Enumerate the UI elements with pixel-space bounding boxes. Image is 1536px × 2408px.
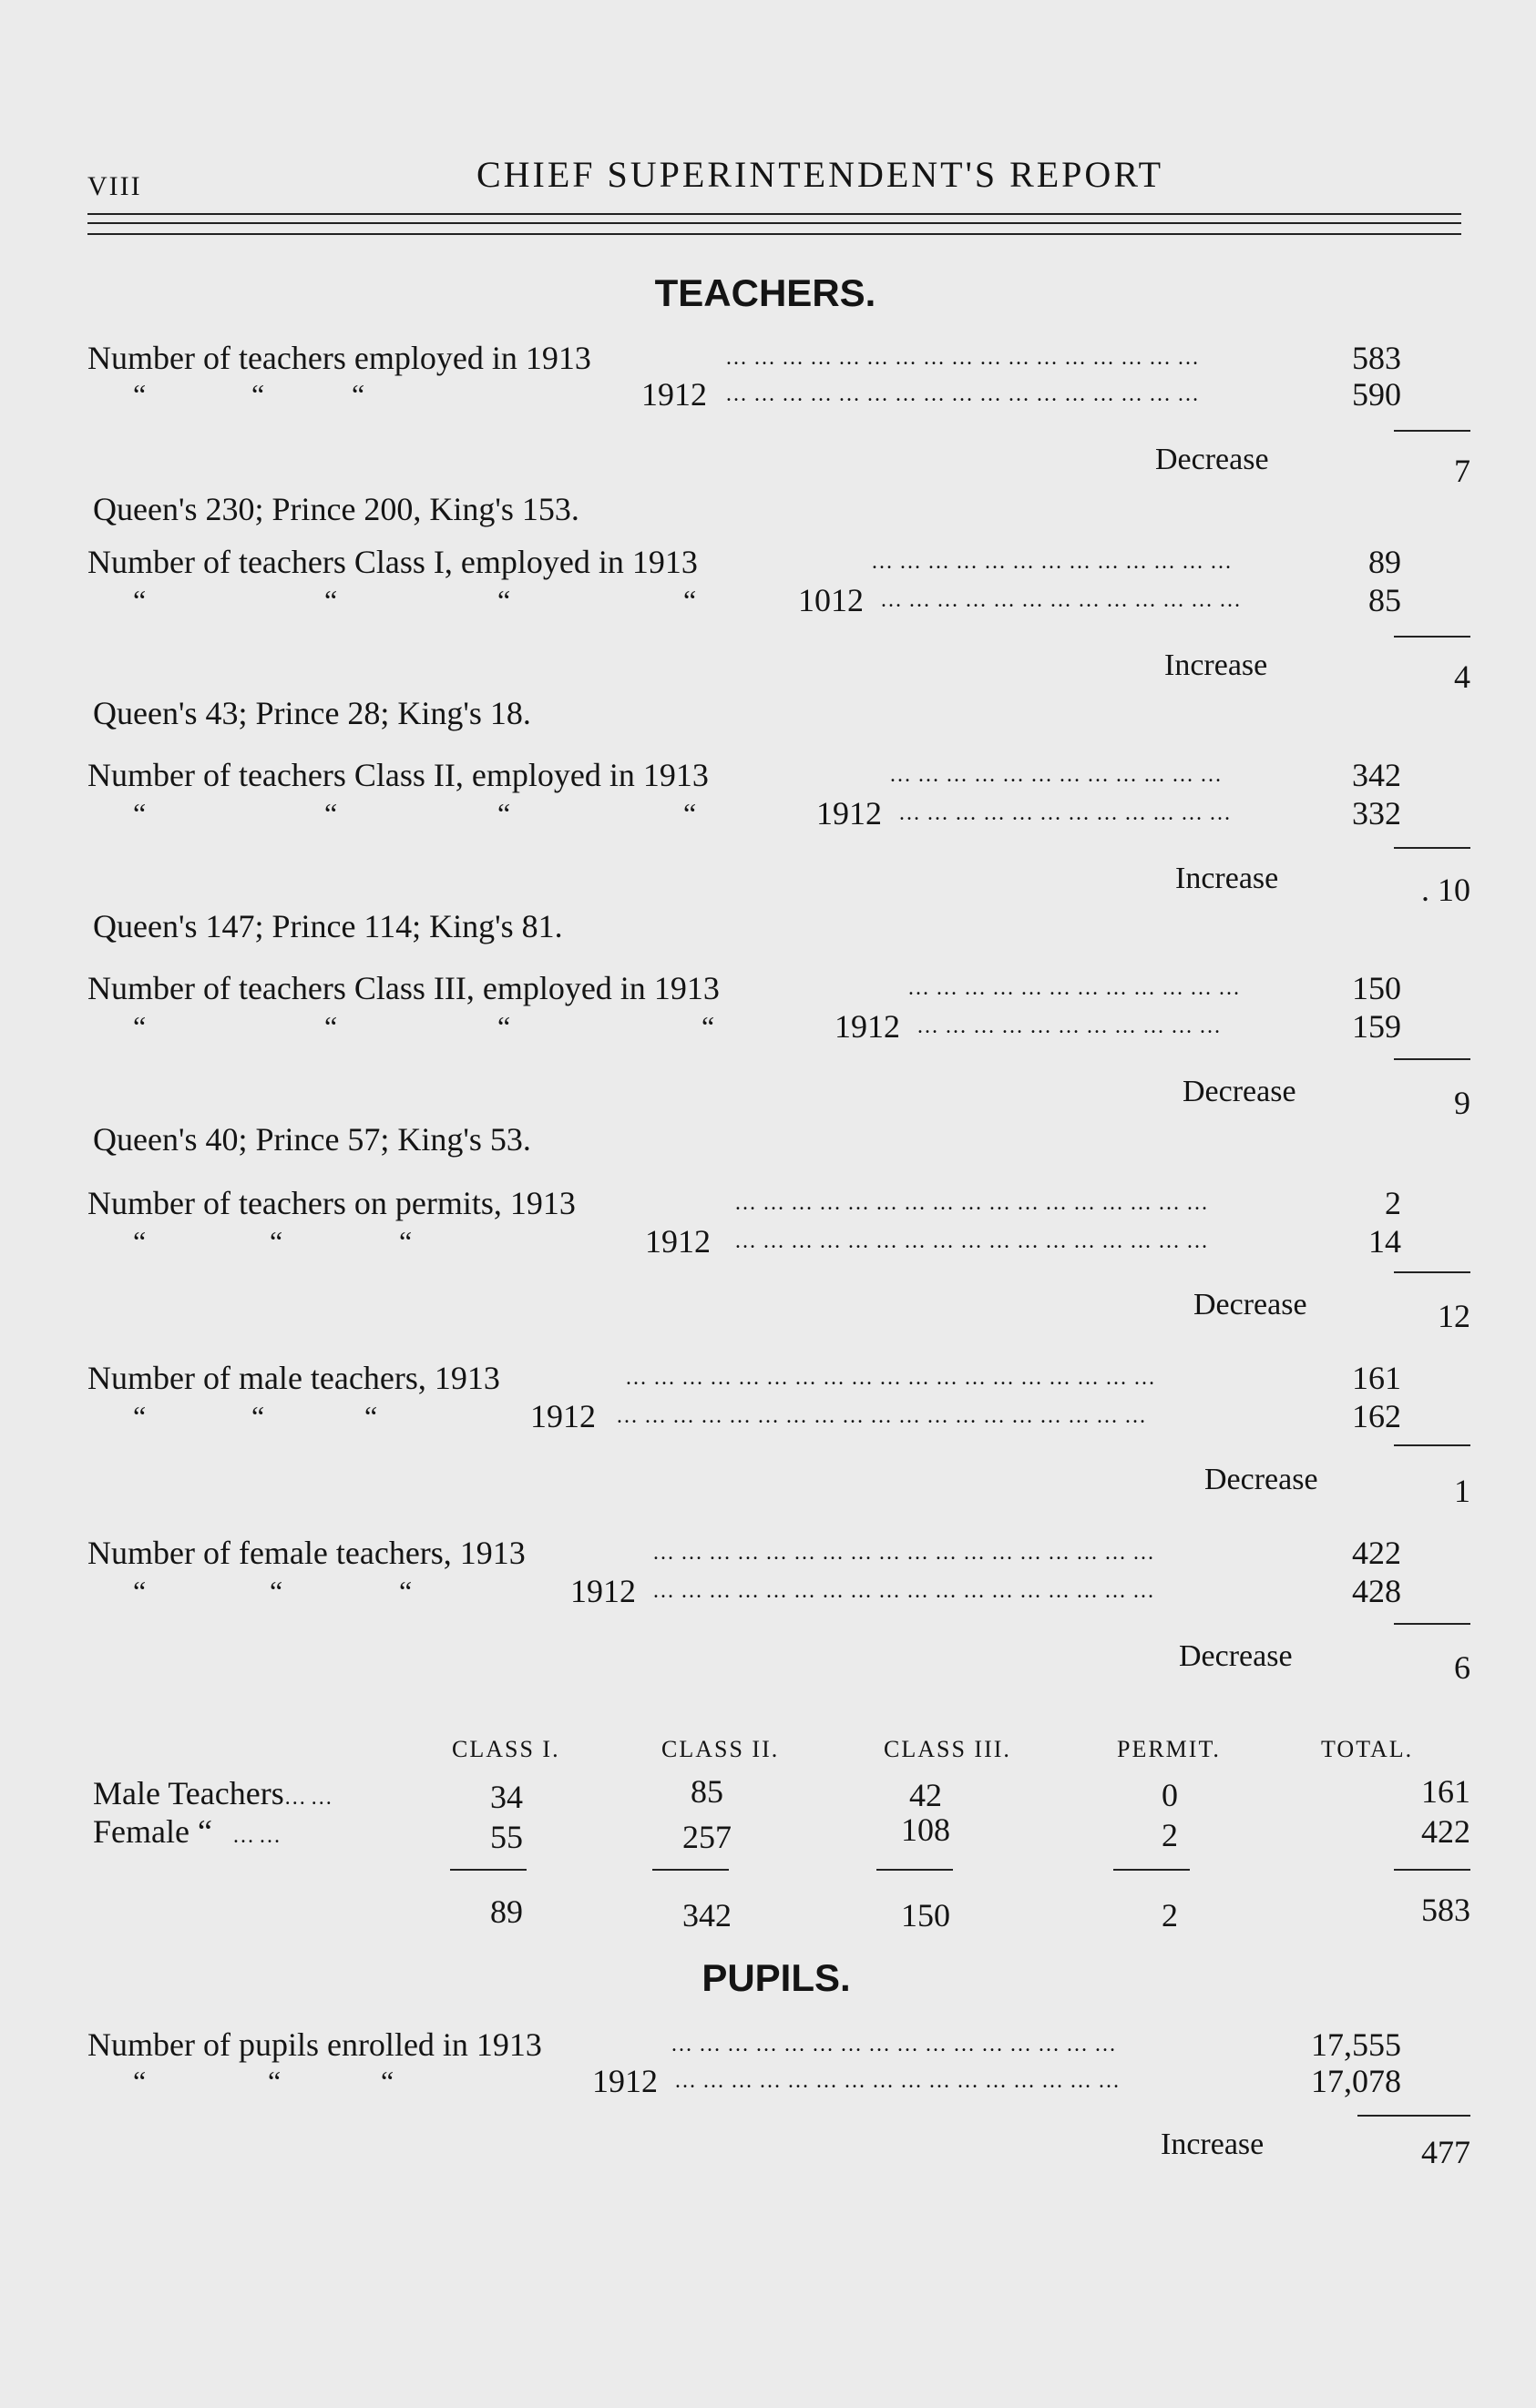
dot-leader: …………………………………………………	[616, 1404, 1152, 1428]
header-rule	[87, 222, 1461, 224]
stat-value: 159	[1352, 1008, 1401, 1045]
ditto-mark: “	[399, 1225, 413, 1258]
ditto-mark: “	[133, 584, 147, 617]
stat-row	[87, 1393, 1470, 1439]
change-value: 6	[1454, 1649, 1470, 1686]
dot-leader: ………………………………	[898, 801, 1237, 825]
change-label: Decrease	[1183, 1075, 1296, 1108]
ditto-mark: “	[268, 2065, 282, 2097]
stat-year: 1912	[592, 2063, 658, 2099]
ditto-mark: “	[701, 1010, 715, 1043]
sum-rule	[1394, 1623, 1470, 1625]
stat-label: Number of male teachers, 1913	[87, 1360, 500, 1396]
ditto-mark: “	[270, 1575, 283, 1607]
dot-leader: …………………………………	[880, 588, 1247, 612]
dot-leader: …………………………………	[871, 550, 1238, 574]
pupils-title: PUPILS.	[701, 1956, 851, 1999]
stat-value: 332	[1352, 795, 1401, 832]
table-cell: 257	[682, 1819, 732, 1855]
stat-year: 1912	[530, 1398, 596, 1434]
ditto-mark: “	[381, 2065, 394, 2097]
total-cell: 342	[682, 1897, 732, 1934]
change-label: Decrease	[1204, 1463, 1318, 1496]
dot-leader: ……………………………………………	[734, 1230, 1214, 1253]
stat-value: 89	[1368, 544, 1401, 580]
ditto-mark: “	[364, 1400, 378, 1433]
stat-year: 1912	[641, 376, 707, 413]
stat-row	[87, 372, 1470, 417]
dot-leader: ………………………………………………	[652, 1541, 1161, 1565]
table-cell: 161	[1421, 1773, 1470, 1810]
county-note: Queen's 43; Prince 28; King's 18.	[93, 695, 531, 731]
stat-label: Number of pupils enrolled in 1913	[87, 2026, 542, 2063]
ditto-mark: “	[497, 1010, 511, 1043]
stat-label: Number of teachers Class II, employed in 1913	[87, 757, 709, 793]
stat-row	[87, 577, 1470, 623]
stat-value: 14	[1368, 1223, 1401, 1260]
stat-label: Number of teachers employed in 1913	[87, 340, 591, 376]
ditto-mark: “	[683, 797, 697, 830]
change-label: Decrease	[1155, 443, 1269, 476]
total-cell: 583	[1421, 1892, 1470, 1928]
dot-leader: …………………………………………	[674, 2069, 1126, 2093]
stat-value: 161	[1352, 1360, 1401, 1396]
sum-rule	[1394, 1444, 1470, 1446]
row-label: Male Teachers……	[93, 1775, 337, 1811]
county-note: Queen's 230; Prince 200, King's 153.	[93, 491, 579, 527]
ditto-mark: “	[251, 378, 265, 411]
stat-value: 17,078	[1311, 2063, 1401, 2099]
stat-value: 162	[1352, 1398, 1401, 1434]
change-value: . 10	[1421, 872, 1470, 908]
county-note: Queen's 40; Prince 57; King's 53.	[93, 1121, 531, 1158]
stat-value: 85	[1368, 582, 1401, 618]
ditto-mark: “	[324, 584, 338, 617]
ditto-mark: “	[133, 1225, 147, 1258]
ditto-mark: “	[399, 1575, 413, 1607]
stat-value: 342	[1352, 757, 1401, 793]
stat-label: Number of female teachers, 1913	[87, 1535, 526, 1571]
dot-leader: …………………………………………	[671, 2033, 1122, 2056]
table-cell: 108	[901, 1811, 950, 1848]
dot-leader: ……………………………………………	[725, 383, 1205, 406]
change-label: Increase	[1161, 2127, 1265, 2161]
dot-leader: ………………………………………………	[652, 1579, 1161, 1603]
total-rule	[1394, 1869, 1470, 1871]
column-header: CLASS II.	[661, 1736, 780, 1762]
county-note: Queen's 147; Prince 114; King's 81.	[93, 908, 563, 944]
stat-value: 2	[1385, 1185, 1401, 1221]
column-header: PERMIT.	[1117, 1736, 1221, 1762]
header-rule	[87, 213, 1461, 215]
change-value: 1	[1454, 1473, 1470, 1509]
stat-year: 1912	[645, 1223, 711, 1260]
table-cell: 85	[691, 1773, 723, 1810]
total-rule	[1113, 1869, 1190, 1871]
stat-row	[87, 2058, 1470, 2104]
dot-leader: ……………………………………………	[734, 1191, 1214, 1215]
column-header: TOTAL.	[1321, 1736, 1414, 1762]
change-label: Increase	[1164, 648, 1268, 682]
stat-label: Number of teachers Class III, employed in 1913	[87, 970, 720, 1006]
total-cell: 2	[1162, 1897, 1178, 1934]
change-value: 9	[1454, 1085, 1470, 1121]
stat-value: 17,555	[1311, 2026, 1401, 2063]
teachers-title: TEACHERS.	[654, 271, 876, 314]
page-number: VIII	[87, 171, 142, 201]
stat-label: Number of teachers Class I, employed in 1913	[87, 544, 698, 580]
stat-year: 1912	[816, 795, 882, 832]
column-header: CLASS I.	[452, 1736, 560, 1762]
sum-rule	[1357, 2115, 1470, 2117]
change-value: 4	[1454, 658, 1470, 695]
total-cell: 89	[490, 1893, 523, 1930]
table-cell: 34	[490, 1779, 523, 1815]
sum-rule	[1394, 636, 1470, 638]
ditto-mark: “	[324, 1010, 338, 1043]
stat-value: 150	[1352, 970, 1401, 1006]
ditto-mark: “	[324, 797, 338, 830]
column-header: CLASS III.	[884, 1736, 1011, 1762]
dot-leader: ………………………………	[889, 763, 1228, 787]
header-rule	[87, 233, 1461, 235]
table-cell: 422	[1421, 1813, 1470, 1850]
ditto-mark: “	[683, 584, 697, 617]
stat-row	[87, 1219, 1470, 1264]
ditto-mark: “	[133, 2065, 147, 2097]
stat-year: 1012	[798, 582, 864, 618]
stat-row	[87, 791, 1470, 836]
ditto-mark: “	[497, 584, 511, 617]
ditto-mark: “	[270, 1225, 283, 1258]
total-cell: 150	[901, 1897, 950, 1934]
stat-row	[87, 1004, 1470, 1049]
ditto-mark: “	[352, 378, 365, 411]
table-cell: 0	[1162, 1777, 1178, 1813]
change-value: 12	[1438, 1298, 1470, 1334]
dot-leader: …………………………………………………	[625, 1366, 1162, 1390]
running-title: CHIEF SUPERINTENDENT'S REPORT	[476, 154, 1164, 195]
ditto-mark: “	[251, 1400, 265, 1433]
table-cell: 55	[490, 1819, 523, 1855]
change-value: 477	[1421, 2134, 1470, 2170]
sum-rule	[1394, 430, 1470, 432]
ditto-mark: “	[133, 1010, 147, 1043]
ditto-mark: “	[133, 1575, 147, 1607]
stat-year: 1912	[835, 1008, 900, 1045]
total-rule	[876, 1869, 953, 1871]
ditto-mark: “	[133, 1400, 147, 1433]
change-label: Increase	[1175, 862, 1279, 895]
sum-rule	[1394, 1058, 1470, 1060]
sum-rule	[1394, 1271, 1470, 1273]
stat-row	[87, 1568, 1470, 1614]
stat-value: 590	[1352, 376, 1401, 413]
sum-rule	[1394, 847, 1470, 849]
ditto-mark: “	[133, 797, 147, 830]
total-rule	[450, 1869, 527, 1871]
ditto-mark: “	[497, 797, 511, 830]
change-label: Decrease	[1179, 1639, 1293, 1673]
total-rule	[652, 1869, 729, 1871]
stat-year: 1912	[570, 1573, 636, 1609]
stat-label: Number of teachers on permits, 1913	[87, 1185, 576, 1221]
dot-leader: ………………………………	[907, 976, 1246, 1000]
dot-leader: ……………………………………………	[725, 346, 1205, 370]
table-cell: 2	[1162, 1817, 1178, 1853]
change-label: Decrease	[1193, 1288, 1307, 1321]
row-label: Female “ ……	[93, 1813, 285, 1850]
dot-leader: ……………………………	[916, 1015, 1227, 1038]
change-value: 7	[1454, 453, 1470, 489]
stat-value: 583	[1352, 340, 1401, 376]
ditto-mark: “	[133, 378, 147, 411]
table-cell: 42	[909, 1777, 942, 1813]
stat-value: 422	[1352, 1535, 1401, 1571]
stat-value: 428	[1352, 1573, 1401, 1609]
